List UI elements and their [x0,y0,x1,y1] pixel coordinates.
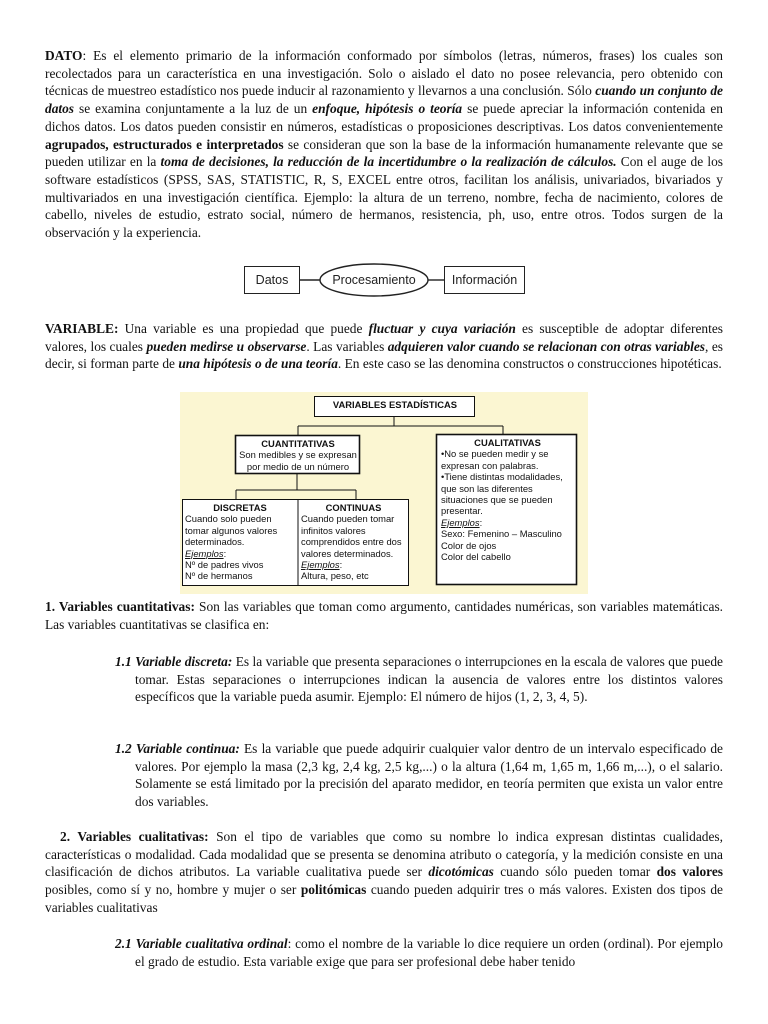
section-1-paragraph [45,598,723,633]
dato-emphasis: toma de decisiones, la reducción de la incertidumbre o la realización de cálculos. [160,154,617,170]
continuas-examples-label: Ejemplos [301,559,340,571]
section-1-2-heading: 1.2 Variable continua: [115,741,240,756]
section-1-2-paragraph [115,740,723,811]
discretas-example: Nº de hermanos [185,570,253,582]
discretas-examples-colon: : [223,547,227,559]
cualitativas-example: Color de ojos [441,539,497,551]
flow-box-informacion: Información [445,267,524,293]
dato-paragraph [45,47,723,242]
flow-ellipse-procesamiento: Procesamiento [332,273,416,287]
section-2-paragraph [45,828,723,917]
dato-text: Con el auge de los software estadísticos (SPSS, SAS, STATISTIC, R, S, EXCEL entre otros, facilitan los análisis, univariados, bivariados y multivariados en una investigación científica. Ejemplo: la altura de un terreno, nombre, fecha de nacimiento, colores de cabello, niveles de estudio, estrato social, número de hermanos, resistencia, ph, uso, entre otros. Todos surgen de la observación y la experiencia. [45,154,723,241]
section-2-1-heading: 2.1 Variable cualitativa ordinal [115,936,288,951]
tree-root [315,399,475,410]
cualitativas-example: Sexo: Femenino – Masculino [441,528,562,540]
tree-discretas [185,502,295,582]
variable-emphasis: pueden medirse u observarse [146,338,307,354]
section-1-text: Son las variables que toman como argumento, cantidades numéricas, son variables matemáticas. Las variables cuantitativas se clasifica en: [45,599,723,632]
section-2-1-paragraph [115,935,723,970]
variable-text: , es decir, si forman parte de [45,338,723,372]
cualitativas-example: Color del cabello [441,551,511,563]
cualitativas-examples-colon: : [479,516,483,528]
discretas-title: DISCRETAS [213,502,267,513]
dato-emphasis: agrupados, estructurados e interpretados [45,136,284,152]
section-2-text: cuando pueden adquirir tres o más valores. Existen dos tipos de variables cualitativas [45,882,723,915]
section-2-emphasis: dicotómicas [428,864,494,880]
data-flow-diagram [244,263,526,297]
dato-text: se consideran que son la base de la información humanamente relevante que se pueden utilizar en la [45,136,723,170]
variable-term: VARIABLE: [45,321,119,336]
cualitativas-examples-label: Ejemplos [441,516,480,528]
discretas-examples-label: Ejemplos [185,547,224,559]
continuas-title: CONTINUAS [325,502,382,513]
dato-text: se examina conjuntamente a la luz de un [74,101,313,117]
flow-box-datos: Datos [245,267,299,293]
section-2-emphasis: politómicas [300,882,367,898]
variable-paragraph [45,320,723,373]
discretas-description: Cuando solo pueden tomar algunos valores determinados. [185,513,278,548]
continuas-description: Cuando pueden tomar infinitos valores comprendidos entre dos valores determinados. [301,513,402,559]
variables-tree-diagram [180,392,588,594]
dato-emphasis: enfoque, hipótesis o teoría [312,101,463,117]
dato-text: se puede apreciar la información contenida en dichos datos. Los datos pueden consistir en números, estadísticas o proposiciones descriptivas. Los datos convenientemente [45,101,723,134]
tree-cuantitativas [238,438,358,472]
dato-text: : Es el elemento primario de la información conformado por símbolos (letras, números, frases) los cuales son recolectados para un característica en una investigación. Solo o aislado el dato no posee relevancia, pero obtenido con técnicas de muestreo estadístico nos puede inducir al razonamiento y llevarnos a una conclusión. Sólo [45,48,723,99]
section-1-heading: 1. Variables cuantitativas: [45,599,195,614]
section-2-text: Son el tipo de variables que como su nombre lo indica expresan distintas cualidades, características o modalidad. Cada modalidad que se presenta se denomina atributo o categoría, y la medición consiste en una clasificación de dichos atributos. La variable cualitativa puede ser [45,829,723,880]
section-2-text: posibles, como sí y no, hombre y mujer o ser [45,882,301,898]
section-1-1-paragraph [115,653,723,706]
section-1-2-text: Es la variable que puede adquirir cualquier valor dentro de un intervalo especificado de valores. Por ejemplo la masa (2,3 kg, 2,4 kg, 2,5 kg,...) o la altura (1,64 m, 1,65 m, 1,66 m,...), o el salario. Solamente se está limitado por la precisión del aparato medidor, en teoría permiten que exista un valor entre dos variables. [135,741,723,810]
variable-text: Una variable es una propiedad que puede [118,321,369,336]
section-2-heading: 2. Variables cualitativas: [60,829,209,844]
variable-emphasis: fluctuar y cuya variación [368,321,516,336]
section-2-1-text: : como el nombre de la variable lo dice requiere un orden (ordinal). Por ejemplo el grado de estudio. Esta variable exige que para ser profesional debe haber tenido [135,936,723,969]
continuas-example: Altura, peso, etc [301,570,369,582]
section-1-1-heading: 1.1 Variable discreta: [115,654,233,669]
variable-text: . En este caso se las denomina constructos o construcciones hipotéticas. [337,356,722,372]
tree-continuas [301,502,406,582]
tree-cualitativas [441,437,574,562]
variable-text: . Las variables [306,338,388,354]
discretas-example: Nº de padres vivos [185,559,264,571]
cuantitativas-title: CUANTITATIVAS [261,438,335,449]
dato-emphasis: cuando un conjunto de datos [45,83,723,117]
section-2-text: cuando sólo pueden tomar [493,864,657,880]
dato-term: DATO [45,48,83,63]
variable-text: es susceptible de adoptar diferentes valores, los cuales [45,321,723,354]
section-1-1-text: Es la variable que presenta separaciones o interrupciones en la escala de valores que puede tomar. Estas separaciones o interrupciones indican la ausencia de valores entre los distintos valores específicos que la variable pueda asumir. Ejemplo: El número de hijos (1, 2, 3, 4, 5). [135,654,724,705]
variable-emphasis: una hipótesis o de una teoría [178,356,338,372]
section-2-emphasis: dos valores [656,864,723,880]
cuantitativas-description: Son medibles y se expresan por medio de un número [239,449,357,472]
cualitativas-title: CUALITATIVAS [474,437,541,448]
tree-root-label: VARIABLES ESTADÍSTICAS [332,399,458,410]
variable-emphasis: adquieren valor cuando se relacionan con otras variables [387,338,706,354]
cualitativas-bullet: •No se pueden medir y se expresan con palabras. [441,448,549,471]
cualitativas-bullet: •Tiene distintas modalidades, que son las diferentes situaciones que se pueden presentar. [441,471,563,517]
continuas-examples-colon: : [339,559,343,571]
